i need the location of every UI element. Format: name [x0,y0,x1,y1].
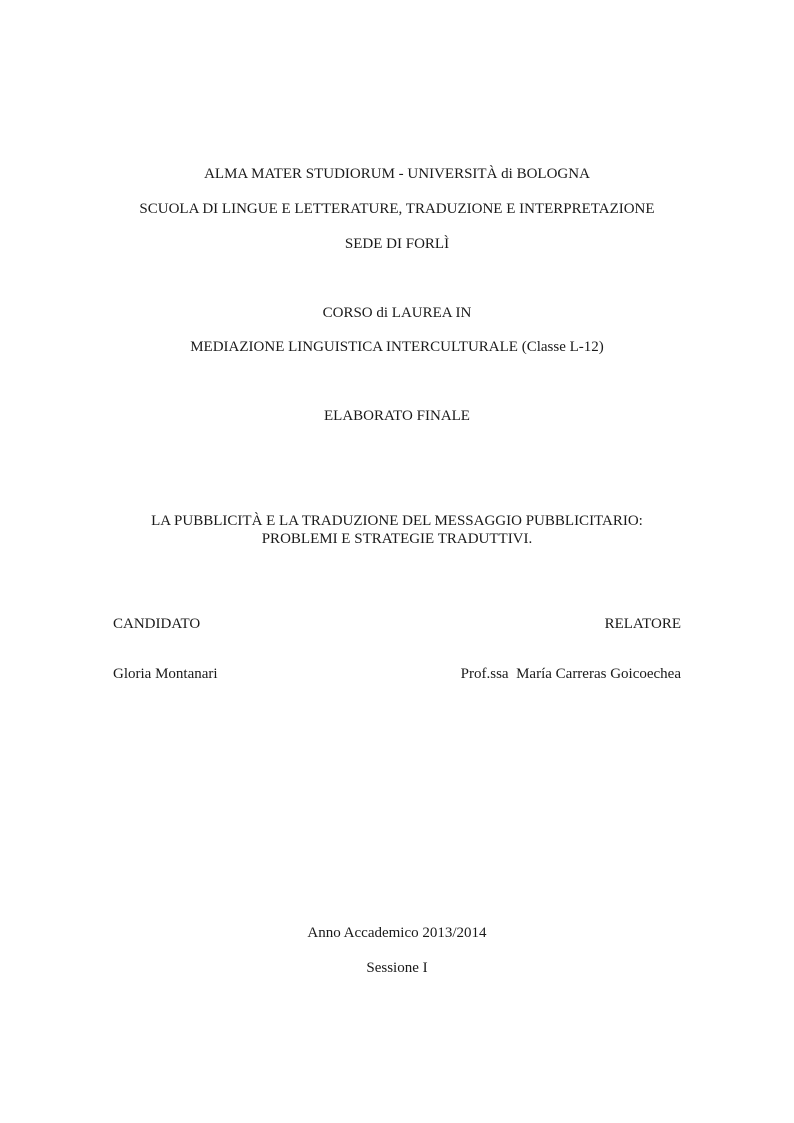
thesis-title-line-2: PROBLEMI E STRATEGIE TRADUTTIVI. [261,531,533,547]
school-name: SCUOLA DI LINGUE E LETTERATURE, TRADUZIONE E INTERPRETAZIONE [139,201,655,217]
session: Sessione I [366,960,428,976]
document-type: ELABORATO FINALE [324,408,470,424]
university-name: ALMA MATER STUDIORUM - UNIVERSITÀ di BOLOGNA [204,166,590,182]
supervisor-name: Prof.ssa María Carreras Goicoechea [460,666,681,682]
course-label: CORSO di LAUREA IN [322,305,472,321]
course-name: MEDIAZIONE LINGUISTICA INTERCULTURALE (Classe L-12) [190,339,604,355]
thesis-title-line-1: LA PUBBLICITÀ E LA TRADUZIONE DEL MESSAGGIO PUBBLICITARIO: [151,513,643,529]
campus-name: SEDE DI FORLÌ [344,236,450,252]
candidate-name: Gloria Montanari [113,666,218,682]
supervisor-label: RELATORE [604,616,681,632]
academic-year: Anno Accademico 2013/2014 [307,925,487,941]
candidate-label: CANDIDATO [113,616,201,632]
